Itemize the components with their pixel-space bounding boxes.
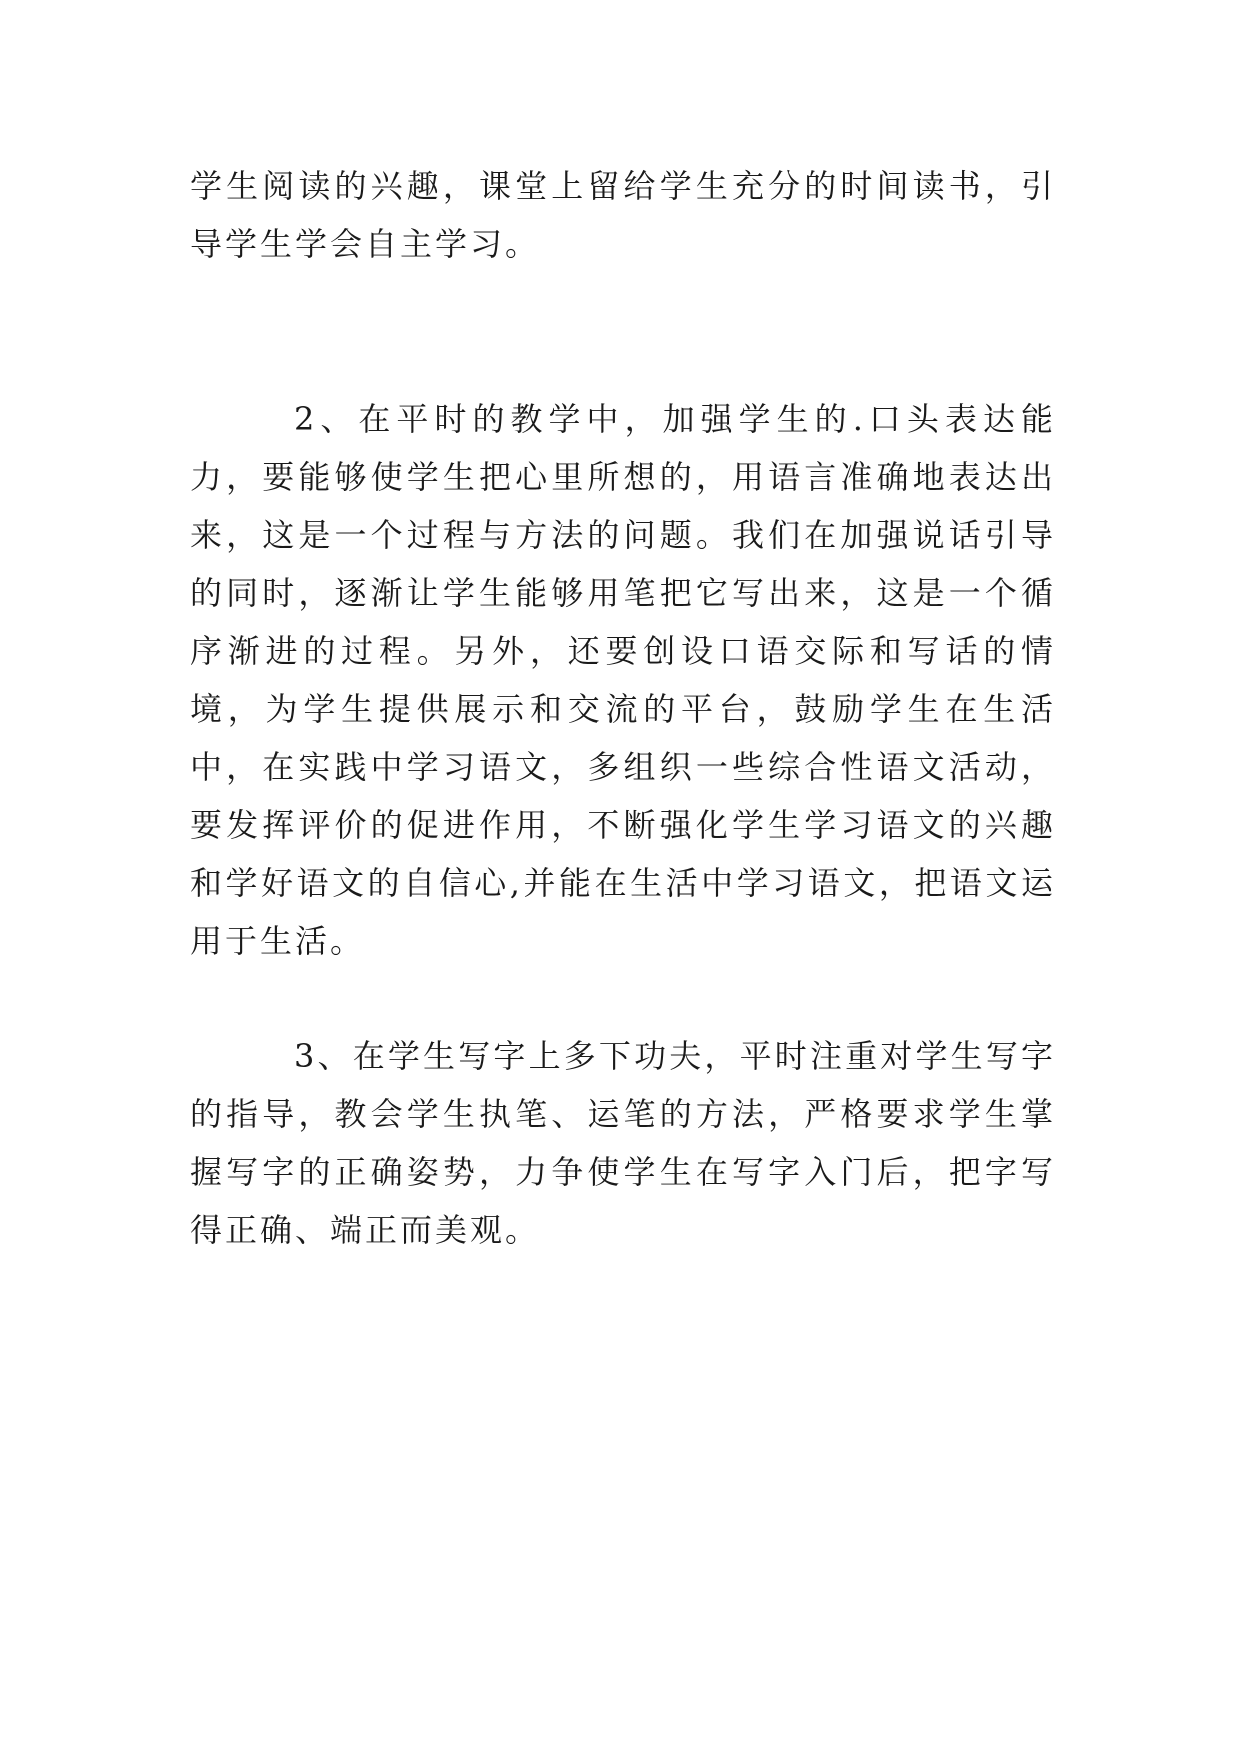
paragraph-item-2: 2、在平时的教学中，加强学生的.口头表达能力，要能够使学生把心里所想的，用语言准确地表达出来，这是一个过程与方法的问题。我们在加强说话引导的同时，逐渐让学生能够用笔把它写出来，这是一个循序渐进的过程。另外，还要创设口语交际和写话的情境，为学生提供展示和交流的平台，鼓励学生在生活中，在实践中学习语文，多组织一些综合性语文活动，要发挥评价的促进作用，不断强化学生学习语文的兴趣和学好语文的自信心,并能在生活中学习语文，把语文运用于生活。 <box>190 400 1056 960</box>
paragraph-continuation: 学生阅读的兴趣，课堂上留给学生充分的时间读书，引导学生学会自主学习。 <box>190 167 1056 263</box>
paragraph-item-3: 3、在学生写字上多下功夫，平时注重对学生写字的指导，教会学生执笔、运笔的方法，严格要求学生掌握写字的正确姿势，力争使学生在写字入门后，把字写得正确、端正而美观。 <box>190 1037 1056 1249</box>
